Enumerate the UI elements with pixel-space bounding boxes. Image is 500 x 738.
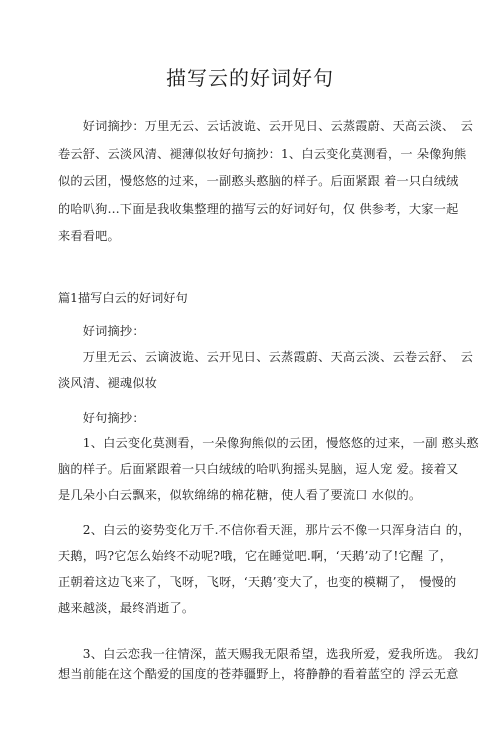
words-label [58, 318, 444, 344]
words-label-text: 好词摘抄： [58, 324, 145, 338]
item-line: 天鹅，吗?它怎么始终不动呢?哦，它在睡觉吧.啊，‘天鹅’动了!它醒 了， [58, 549, 453, 563]
item-line: 脑的样子。后面紧跟着一只白绒绒的哈叭狗摇头晃脑，逗人宠 爱。接着又 [58, 462, 459, 476]
intro-line: 似的云团，慢悠悠的过来，一副憨头憨脑的样子。后面紧跟 着一只白绒绒 [58, 174, 459, 188]
item-line: 1、白云变化莫测看，一朵像狗熊似的云团，慢悠悠的过来，一副 憨头憨 [58, 436, 479, 450]
item-line: 越来越淡，最终消逝了。 [58, 601, 195, 615]
item-line: 2、白云的姿势变化万千.不信你看天涯，那片云不像一只浑身洁白 的， [58, 523, 471, 537]
intro-paragraph [58, 113, 474, 251]
item-line: 3、白云恋我一往情深，蓝天赐我无限希望，选我所爱，爱我所选。 我幻 [58, 647, 479, 661]
item-line: 正朝着这边飞来了，飞呀，飞呀，‘天鹅’变大了，也变的模糊了， 慢慢的 [58, 575, 457, 589]
sentence-item-1 [58, 430, 479, 508]
words-line: 淡风清、褪魂似妆 [58, 376, 158, 390]
words-paragraph [58, 344, 474, 396]
section-heading: 篇1描写白云的好词好句 [58, 291, 188, 305]
intro-line: 来看看吧。 [58, 229, 120, 243]
item-line: 是几朵小白云飘来，似软绵绵的棉花糖，使人看了要流口 水似的。 [58, 488, 422, 502]
sentence-item-2 [58, 517, 471, 621]
document-title: 描写云的好词好句 [166, 66, 334, 90]
intro-line: 好词摘抄：万里无云、云话波诡、云开见日、云蒸霞蔚、天高云淡、 云 [58, 119, 474, 133]
sentence-item-3 [58, 644, 479, 684]
words-line: 万里无云、云谪波诡、云开见日、云蒸霞蔚、天高云淡、云卷云舒、 云 [58, 350, 474, 364]
intro-line: 卷云舒、云淡风清、褪薄似妆好句摘抄：1、白云变化莫测看，一 朵像狗熊 [58, 146, 467, 161]
sentences-label-text: 好句摘抄： [58, 411, 145, 425]
sentences-label [58, 405, 444, 431]
item-line: 想当前能在这个酷爱的国度的苍莽疆野上，将静静的看着蓝空的 浮云无意 [58, 667, 459, 681]
intro-line: 的哈叭狗…下面是我收集整理的描写云的好词好句，仅 供参考，大家一起 [58, 201, 459, 216]
